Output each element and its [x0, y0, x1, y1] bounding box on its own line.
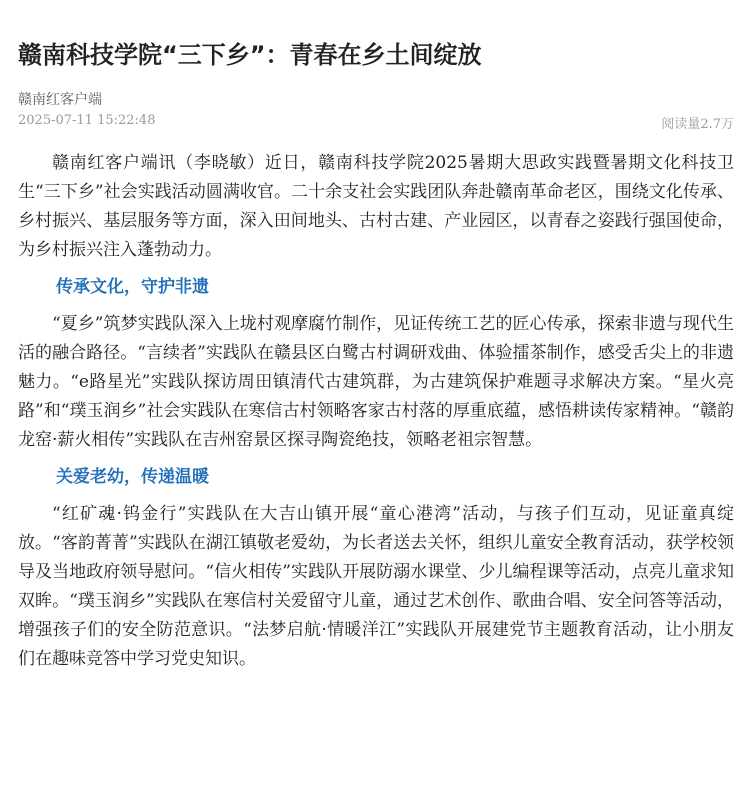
section-heading-care: 关爱老幼，传递温暖: [56, 467, 209, 487]
section-paragraph-care: “红矿魂·钨金行”实践队在大吉山镇开展“童心港湾”活动，与孩子们互动，见证童真绽放。“客韵菁菁”实践队在湖江镇敬老爱幼，为长者送去关怀，组织儿童安全教育活动，获学校领导及当地政府领导慰问。“信火相传”实践队开展防溺水课堂、少儿编程课等活动，点亮儿童求知双眸。“璞玉润乡”实践队在寒信村关爱留守儿童，通过艺术创作、歌曲合唱、安全问答等活动，增强孩子们的安全防范意识。“法梦启航·情暖洋江”实践队开展建党节主题教育活动，让小朋友们在趣味竞答中学习党史知识。: [18, 504, 734, 669]
section-paragraph-culture: “夏乡”筑梦实践队深入上垅村观摩腐竹制作，见证传统工艺的匠心传承，探索非遗与现代生活的融合路径。“言续者”实践队在赣县区白鹭古村调研戏曲、体验擂茶制作，感受舌尖上的非遗魅力。“e路星光”实践队探访周田镇清代古建筑群，为古建筑保护难题寻求解决方案。“星火亮路”和“璞玉润乡”社会实践队在寒信古村领略客家古村落的厚重底蕴，感悟耕读传家精神。“赣韵龙窑·薪火相传”实践队在吉州窑景区探寻陶瓷绝技，领略老祖宗智慧。: [18, 314, 734, 450]
article-title: 赣南科技学院“三下乡”：青春在乡土间绽放: [18, 41, 482, 69]
section-heading-culture: 传承文化，守护非遗: [56, 277, 209, 297]
article-body: [18, 149, 734, 682]
publish-timestamp: 2025-07-11 15:22:48: [18, 113, 156, 128]
read-count: 阅读量2.7万: [661, 117, 734, 132]
article-source: 赣南红客户端: [18, 92, 102, 108]
article-meta: [18, 111, 734, 131]
intro-paragraph: 赣南红客户端讯（李晓敏）近日，赣南科技学院2025暑期大思政实践暨暑期文化科技卫生“三下乡”社会实践活动圆满收官。二十余支社会实践团队奔赴赣南革命老区，围绕文化传承、乡村振兴、基层服务等方面，深入田间地头、古村古建、产业园区，以青春之姿践行强国使命，为乡村振兴注入蓬勃动力。: [18, 153, 734, 260]
